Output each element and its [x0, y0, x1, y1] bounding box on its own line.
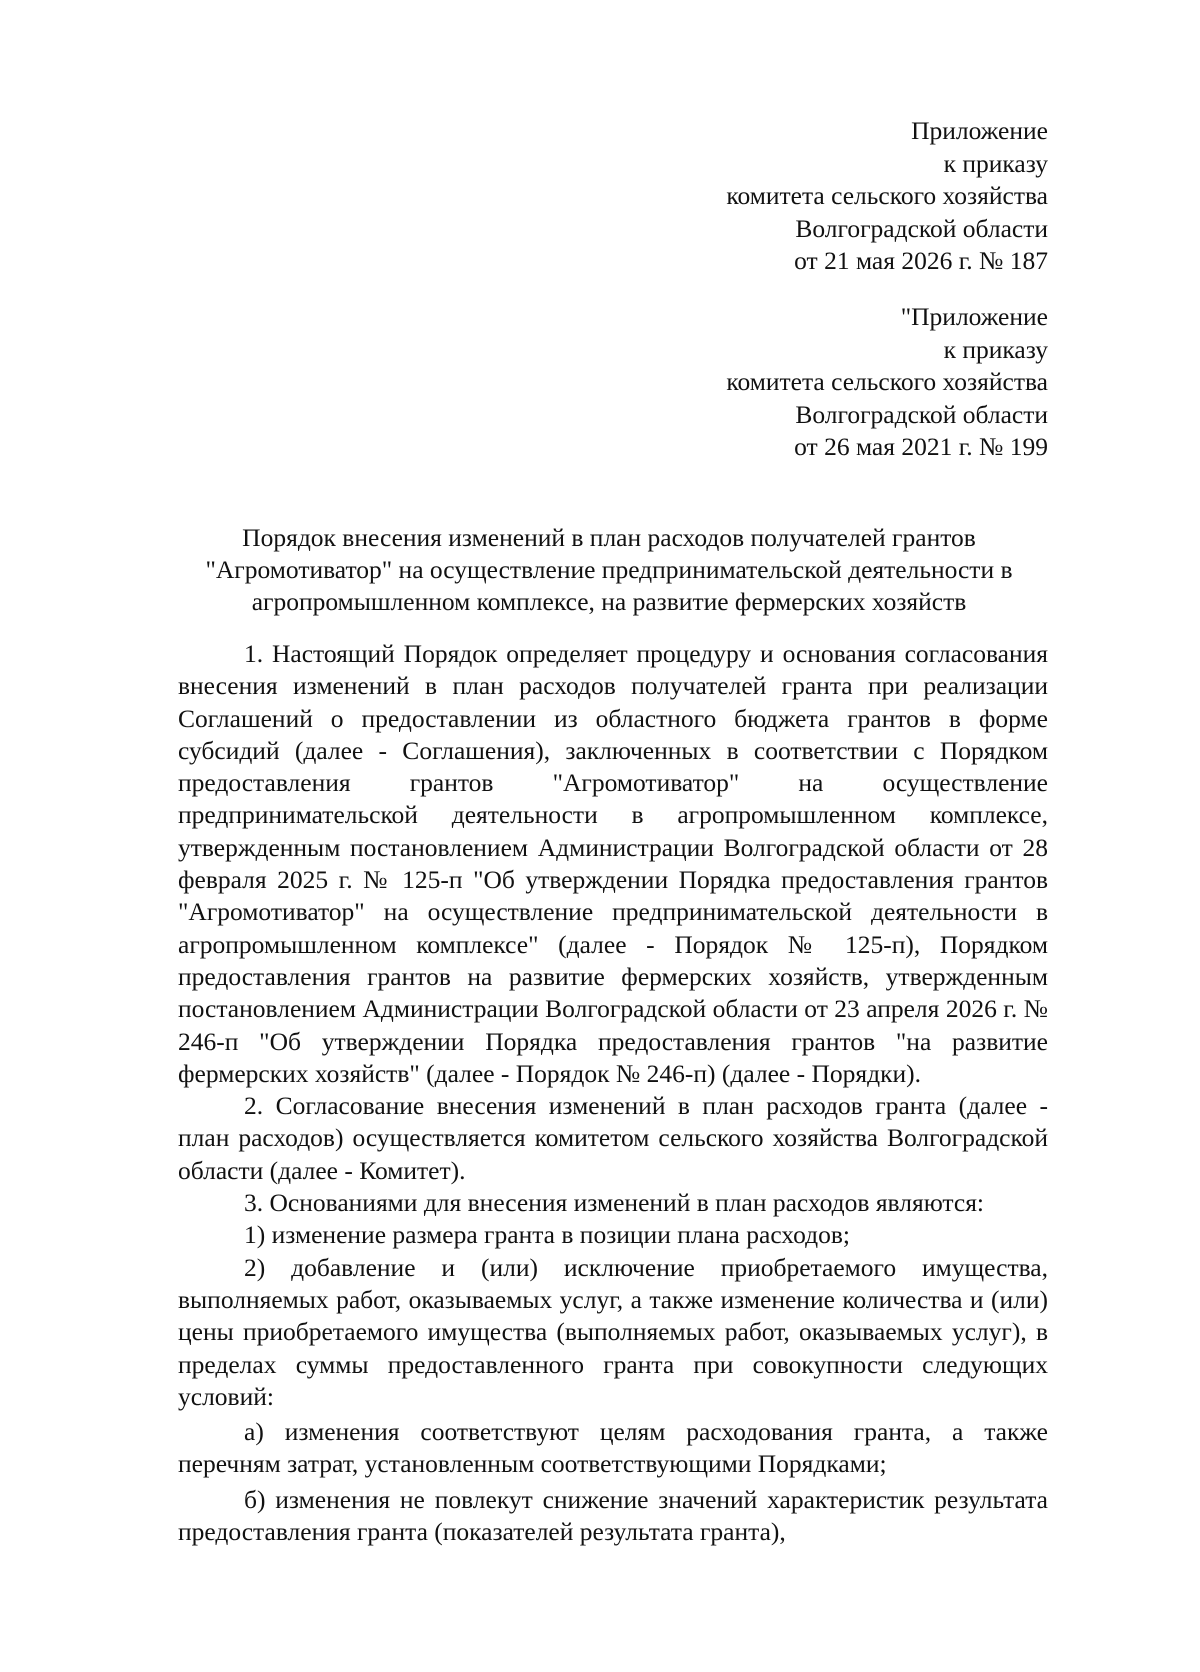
- annex-header-current: [726, 115, 1048, 278]
- document-title: [170, 522, 1048, 618]
- document-body: [178, 638, 1048, 1548]
- paragraph-3-item-2-a: а) изменения соответствуют целям расходования гранта, а также перечням затрат, установленным соответствующими Порядками;: [178, 1417, 1048, 1479]
- title-line: "Агромотиватор" на осуществление предпринимательской деятельности в: [205, 555, 1013, 584]
- annex-line: от 26 мая 2021 г. № 199: [794, 432, 1048, 461]
- annex-line: к приказу: [943, 334, 1048, 364]
- annex-header-original: [726, 301, 1048, 464]
- annex-line: Волгоградской области: [795, 399, 1048, 429]
- annex-line: Приложение: [911, 116, 1048, 145]
- paragraph-3-item-2: 2) добавление и (или) исключение приобретаемого имущества, выполняемых работ, оказываемых услуг, а также изменение количества и (или) цены приобретаемого имущества (выполняемых работ, оказываемых услуг), в пределах суммы предоставленного гранта при совокупности следующих условий:: [178, 1252, 1048, 1411]
- paragraph-3: 3. Основаниями для внесения изменений в план расходов являются:: [244, 1188, 985, 1218]
- annex-line: от 21 мая 2026 г. № 187: [794, 246, 1048, 275]
- title-line: Порядок внесения изменений в план расходов получателей грантов: [242, 523, 976, 552]
- paragraph-3-item-2-b: б) изменения не повлекут снижение значений характеристик результата предоставления гранта (показателей результата гранта),: [178, 1484, 1048, 1547]
- annex-line: к приказу: [943, 148, 1048, 178]
- annex-line: Волгоградской области: [795, 213, 1048, 243]
- paragraph-3-item-1: 1) изменение размера гранта в позиции плана расходов;: [244, 1220, 850, 1250]
- paragraph-1: 1. Настоящий Порядок определяет процедуру и основания согласования внесения изменений в план расходов получателей гранта при реализации Соглашений о предоставлении из областного бюджета грантов в форме субсидий (далее - Соглашения), заключенных в соответствии с Порядком предоставления грантов "Агромотиватор" на осуществление предпринимательской деятельности в агропромышленном комплексе, утвержденным постановлением Администрации Волгоградской области от 28 февраля 2025 г. № 125-п "Об утверждении Порядка предоставления грантов "Агромотиватор" на осуществление предпринимательской деятельности в агропромышленном комплексе" (далее - Порядок № 125-п), Порядком предоставления грантов на развитие фермерских хозяйств, утвержденным постановлением Администрации Волгоградской области от 23 апреля 2026 г. № 246-п "Об утверждении Порядка предоставления грантов "на развитие фермерских хозяйств" (далее - Порядок № 246-п) (далее - Порядки).: [178, 639, 1048, 1088]
- annex-line: комитета сельского хозяйства: [726, 181, 1048, 210]
- annex-line: "Приложение: [900, 302, 1048, 331]
- title-line: агропромышленном комплексе, на развитие фермерских хозяйств: [251, 587, 967, 616]
- annex-line: комитета сельского хозяйства: [726, 367, 1048, 396]
- paragraph-2: 2. Согласование внесения изменений в план расходов гранта (далее - план расходов) осуществляется комитетом сельского хозяйства Волгоградской области (далее - Комитет).: [178, 1091, 1048, 1185]
